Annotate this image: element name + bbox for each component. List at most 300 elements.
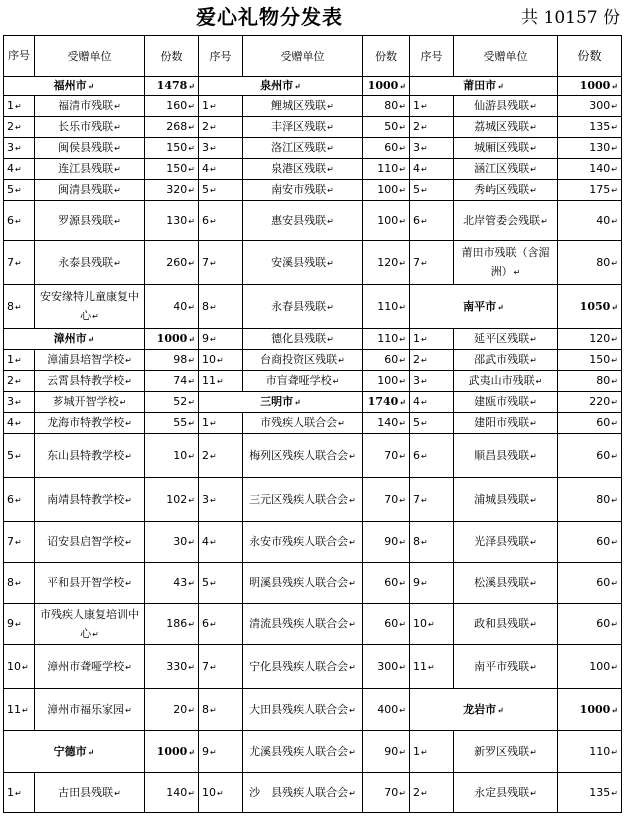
table-row [4, 478, 622, 522]
cell-text: 武夷山市残联 [468, 374, 535, 387]
paragraph-mark-icon: ↵ [421, 451, 428, 461]
paragraph-mark-icon: ↵ [611, 165, 618, 174]
cell-text: 110 [589, 744, 611, 758]
paragraph-mark-icon: ↵ [210, 662, 217, 672]
cell-text: 330 [166, 659, 188, 673]
paragraph-mark-icon: ↵ [421, 144, 428, 153]
paragraph-mark-icon: ↵ [421, 419, 428, 428]
table-row [4, 77, 622, 96]
row-index-cell [410, 522, 454, 563]
cell-text: 9 [7, 617, 14, 630]
cell-text: 建瓯市残联 [474, 395, 530, 408]
row-index-cell [199, 180, 243, 201]
cell-text: 100 [377, 183, 399, 196]
paragraph-mark-icon: ↵ [125, 579, 132, 588]
unit-name-cell [35, 241, 145, 285]
count-cell [363, 329, 410, 350]
row-index-cell [410, 645, 454, 689]
count-cell [145, 478, 199, 522]
cell-text: 40 [173, 299, 188, 313]
table-row [4, 201, 622, 241]
table-row [4, 371, 622, 392]
paragraph-mark-icon: ↵ [188, 662, 195, 672]
row-index-cell [4, 117, 35, 138]
row-index-cell [199, 563, 243, 604]
unit-name-cell [454, 522, 558, 563]
cell-text: 永泰县残联 [58, 255, 114, 269]
paragraph-mark-icon: ↵ [210, 165, 217, 174]
unit-name-cell [243, 117, 363, 138]
row-index-cell [199, 689, 243, 731]
cell-text: 300 [377, 659, 399, 673]
cell-text: 新罗区残联 [474, 744, 530, 758]
cell-text: 40 [596, 213, 611, 227]
cell-text: 300 [589, 99, 611, 112]
count-cell [145, 645, 199, 689]
paragraph-mark-icon: ↵ [188, 377, 195, 386]
cell-text: 320 [166, 183, 188, 196]
count-cell [145, 180, 199, 201]
paragraph-mark-icon: ↵ [294, 397, 301, 407]
cell-text: 宁德市 [53, 744, 87, 758]
cell-text: 5 [202, 183, 209, 196]
paragraph-mark-icon: ↵ [611, 356, 618, 365]
paragraph-mark-icon: ↵ [125, 662, 132, 672]
unit-name-cell [454, 773, 558, 813]
row-index-cell [410, 159, 454, 180]
city-name-cell [410, 285, 558, 329]
row-index-cell [4, 478, 35, 522]
cell-text: 55 [173, 416, 188, 429]
unit-name-cell [454, 117, 558, 138]
paragraph-mark-icon: ↵ [15, 186, 22, 195]
header-count-1: 份数 [145, 36, 199, 77]
paragraph-mark-icon: ↵ [399, 705, 406, 715]
unit-name-cell [35, 645, 145, 689]
cell-text: 1 [7, 99, 14, 112]
count-cell [363, 159, 410, 180]
city-total-cell [558, 689, 622, 731]
unit-name-cell [243, 645, 363, 689]
table-row [4, 645, 622, 689]
cell-text: 8 [202, 702, 209, 716]
cell-text: 1050 [579, 299, 611, 313]
paragraph-mark-icon: ↵ [349, 747, 356, 757]
cell-text: 7 [202, 659, 209, 673]
count-cell [145, 138, 199, 159]
paragraph-mark-icon: ↵ [611, 538, 618, 547]
paragraph-mark-icon: ↵ [611, 579, 618, 588]
table-row [4, 434, 622, 478]
unit-name-cell [454, 159, 558, 180]
cell-text: 268 [166, 120, 188, 133]
row-index-cell [410, 604, 454, 645]
city-total-cell [145, 329, 199, 350]
paragraph-mark-icon: ↵ [611, 451, 618, 461]
count-cell [363, 645, 410, 689]
paragraph-mark-icon: ↵ [611, 704, 618, 715]
cell-text: 德化县残联 [271, 332, 327, 345]
table-body [4, 36, 622, 813]
cell-text: 建阳市残联 [474, 416, 530, 429]
count-cell [363, 180, 410, 201]
unit-name-cell [35, 522, 145, 563]
count-cell [145, 413, 199, 434]
row-index-cell [4, 522, 35, 563]
cell-text: 1 [413, 99, 420, 112]
count-cell [145, 241, 199, 285]
total-count: 共 10157 份 [521, 8, 620, 28]
paragraph-mark-icon: ↵ [421, 495, 428, 505]
unit-name-cell [243, 563, 363, 604]
paragraph-mark-icon: ↵ [114, 788, 121, 798]
paragraph-mark-icon: ↵ [125, 356, 132, 365]
cell-text: 1 [202, 416, 209, 429]
paragraph-mark-icon: ↵ [349, 705, 356, 715]
header-index-3: 序号 [410, 36, 454, 77]
paragraph-mark-icon: ↵ [611, 123, 618, 132]
cell-text: 100 [589, 659, 611, 673]
row-index-cell [199, 645, 243, 689]
row-index-cell [410, 96, 454, 117]
cell-text: 160 [166, 99, 188, 112]
paragraph-mark-icon: ↵ [114, 258, 121, 268]
paragraph-mark-icon: ↵ [114, 186, 121, 195]
unit-name-cell [454, 731, 558, 773]
cell-text: 30 [173, 535, 188, 548]
row-index-cell [410, 329, 454, 350]
paragraph-mark-icon: ↵ [327, 144, 334, 153]
paragraph-mark-icon: ↵ [210, 186, 217, 195]
paragraph-mark-icon: ↵ [399, 620, 406, 629]
paragraph-mark-icon: ↵ [92, 312, 99, 321]
paragraph-mark-icon: ↵ [349, 538, 356, 547]
paragraph-mark-icon: ↵ [399, 123, 406, 132]
paragraph-mark-icon: ↵ [399, 302, 406, 312]
city-name-cell [199, 77, 363, 96]
row-index-cell [410, 773, 454, 813]
cell-text: 福清市残联 [58, 99, 114, 112]
row-index-cell [4, 392, 35, 413]
paragraph-mark-icon: ↵ [210, 302, 217, 312]
paragraph-mark-icon: ↵ [530, 620, 537, 629]
cell-text: 4 [413, 395, 420, 408]
cell-text: 宁化县残疾人联合会 [249, 659, 349, 673]
paragraph-mark-icon: ↵ [421, 579, 428, 588]
row-index-cell [199, 96, 243, 117]
cell-text: 长乐市残联 [58, 120, 114, 133]
paragraph-mark-icon: ↵ [327, 123, 334, 132]
paragraph-mark-icon: ↵ [530, 495, 537, 505]
cell-text: 70 [384, 785, 399, 799]
row-index-cell [4, 180, 35, 201]
row-index-cell [199, 731, 243, 773]
unit-name-cell [243, 350, 363, 371]
city-name-cell [410, 689, 558, 731]
city-total-cell [145, 731, 199, 773]
paragraph-mark-icon: ↵ [530, 165, 537, 174]
paragraph-mark-icon: ↵ [611, 216, 618, 226]
cell-text: 120 [377, 255, 399, 269]
unit-name-cell [454, 350, 558, 371]
unit-name-cell [454, 604, 558, 645]
unit-name-cell [243, 434, 363, 478]
cell-text: 175 [589, 183, 611, 196]
cell-text: 3 [7, 395, 14, 408]
unit-name-cell [35, 604, 145, 645]
cell-text: 梅列区残疾人联合会 [249, 448, 349, 462]
count-cell [363, 604, 410, 645]
city-name-cell [4, 329, 145, 350]
count-cell [363, 285, 410, 329]
unit-name-cell [35, 689, 145, 731]
count-cell [558, 645, 622, 689]
cell-text: 安安缘特儿童康复中心 [40, 290, 139, 322]
city-name-cell [410, 77, 558, 96]
cell-text: 1000 [579, 79, 611, 92]
unit-name-cell [243, 96, 363, 117]
paragraph-mark-icon: ↵ [497, 301, 504, 312]
paragraph-mark-icon: ↵ [188, 451, 195, 461]
count-cell [558, 563, 622, 604]
count-cell [145, 201, 199, 241]
count-cell [558, 731, 622, 773]
row-index-cell [410, 478, 454, 522]
unit-name-cell [243, 285, 363, 329]
city-total-cell [558, 285, 622, 329]
city-total-cell [363, 392, 410, 413]
unit-name-cell [243, 371, 363, 392]
unit-name-cell [243, 241, 363, 285]
paragraph-mark-icon: ↵ [210, 123, 217, 132]
paragraph-mark-icon: ↵ [332, 377, 340, 386]
paragraph-mark-icon: ↵ [327, 335, 334, 344]
cell-text: 北岸管委会残联 [463, 213, 541, 227]
count-cell [558, 180, 622, 201]
paragraph-mark-icon: ↵ [15, 398, 22, 407]
header-unit-3: 受赠单位 [454, 36, 558, 77]
cell-text: 3 [202, 141, 209, 154]
unit-name-cell [454, 180, 558, 201]
count-cell [558, 413, 622, 434]
cell-text: 102 [166, 492, 188, 506]
paragraph-mark-icon: ↵ [349, 495, 356, 505]
count-cell [145, 689, 199, 731]
unit-name-cell [35, 563, 145, 604]
count-cell [558, 138, 622, 159]
paragraph-mark-icon: ↵ [399, 419, 406, 428]
paragraph-mark-icon: ↵ [399, 495, 406, 505]
paragraph-mark-icon: ↵ [15, 579, 22, 588]
paragraph-mark-icon: ↵ [188, 258, 195, 268]
cell-text: 古田县残联 [58, 785, 114, 799]
cell-text: 闽侯县残联 [58, 141, 114, 154]
paragraph-mark-icon: ↵ [125, 538, 132, 547]
paragraph-mark-icon: ↵ [611, 186, 618, 195]
cell-text: 清流县残疾人联合会 [249, 617, 349, 630]
table-row [4, 350, 622, 371]
cell-text: 连江县残联 [58, 162, 114, 175]
paragraph-mark-icon: ↵ [210, 451, 217, 461]
unit-name-cell [35, 392, 145, 413]
paragraph-mark-icon: ↵ [611, 747, 618, 757]
cell-text: 10 [413, 617, 427, 630]
cell-text: 10 [173, 448, 188, 462]
table-row [4, 96, 622, 117]
count-cell [558, 434, 622, 478]
cell-text: 福州市 [53, 79, 87, 92]
header-unit-2: 受赠单位 [243, 36, 363, 77]
paragraph-mark-icon: ↵ [15, 419, 22, 428]
paragraph-mark-icon: ↵ [399, 165, 406, 174]
paragraph-mark-icon: ↵ [188, 579, 195, 588]
cell-text: 城厢区残联 [474, 141, 530, 154]
row-index-cell [199, 773, 243, 813]
paragraph-mark-icon: ↵ [15, 538, 22, 547]
cell-text: 135 [589, 785, 611, 799]
paragraph-mark-icon: ↵ [327, 165, 334, 174]
count-cell [145, 434, 199, 478]
unit-name-cell [35, 201, 145, 241]
paragraph-mark-icon: ↵ [611, 419, 618, 428]
paragraph-mark-icon: ↵ [22, 705, 29, 715]
count-cell [558, 773, 622, 813]
cell-text: 20 [173, 702, 188, 716]
paragraph-mark-icon: ↵ [15, 102, 22, 111]
cell-text: 60 [384, 617, 399, 630]
row-index-cell [199, 371, 243, 392]
cell-text: 洛江区残联 [271, 141, 327, 154]
paragraph-mark-icon: ↵ [541, 216, 548, 226]
cell-text: 漳州市 [53, 332, 87, 345]
cell-text: 90 [384, 535, 399, 548]
cell-text: 永春县残联 [271, 299, 327, 313]
unit-name-cell [243, 138, 363, 159]
cell-text: 100 [377, 213, 399, 227]
cell-text: 尤溪县残疾人联合会 [249, 744, 349, 758]
city-total-cell [363, 77, 410, 96]
paragraph-mark-icon: ↵ [327, 186, 334, 195]
paragraph-mark-icon: ↵ [114, 144, 121, 153]
cell-text: 70 [384, 448, 399, 462]
header-index-2: 序号 [199, 36, 243, 77]
row-index-cell [410, 241, 454, 285]
unit-name-cell [454, 329, 558, 350]
row-index-cell [4, 159, 35, 180]
cell-text: 2 [413, 785, 420, 799]
cell-text: 43 [173, 576, 188, 589]
table-row [4, 604, 622, 645]
count-cell [558, 371, 622, 392]
cell-text: 永定县残联 [474, 785, 530, 799]
cell-text: 10 [202, 785, 216, 799]
paragraph-mark-icon: ↵ [210, 102, 217, 111]
cell-text: 1000 [367, 79, 399, 92]
paragraph-mark-icon: ↵ [530, 102, 537, 111]
cell-text: 4 [202, 535, 209, 548]
cell-text: 1000 [579, 702, 611, 716]
paragraph-mark-icon: ↵ [210, 705, 217, 715]
cell-text: 1 [202, 99, 209, 112]
cell-text: 110 [377, 299, 399, 313]
paragraph-mark-icon: ↵ [210, 144, 217, 153]
cell-text: 9 [413, 576, 420, 589]
unit-name-cell [243, 689, 363, 731]
cell-text: 5 [202, 576, 209, 589]
count-cell [363, 117, 410, 138]
cell-text: 60 [596, 617, 611, 630]
unit-name-cell [35, 773, 145, 813]
row-index-cell [4, 285, 35, 329]
unit-name-cell [35, 285, 145, 329]
count-cell [145, 159, 199, 180]
paragraph-mark-icon: ↵ [421, 102, 428, 111]
paragraph-mark-icon: ↵ [338, 419, 345, 428]
row-index-cell [199, 522, 243, 563]
cell-text: 台商投资区残联 [260, 353, 338, 366]
count-cell [363, 689, 410, 731]
cell-text: 60 [596, 448, 611, 462]
cell-text: 1000 [156, 332, 188, 345]
paragraph-mark-icon: ↵ [611, 335, 618, 344]
cell-text: 6 [413, 448, 420, 462]
unit-name-cell [243, 180, 363, 201]
count-cell [145, 563, 199, 604]
paragraph-mark-icon: ↵ [530, 419, 537, 428]
cell-text: 140 [166, 785, 188, 799]
paragraph-mark-icon: ↵ [530, 356, 537, 365]
count-cell [558, 604, 622, 645]
row-index-cell [4, 371, 35, 392]
paragraph-mark-icon: ↵ [114, 102, 121, 111]
cell-text: 诏安县启智学校 [47, 535, 125, 548]
paragraph-mark-icon: ↵ [611, 144, 618, 153]
paragraph-mark-icon: ↵ [188, 746, 195, 757]
paragraph-mark-icon: ↵ [530, 123, 537, 132]
cell-text: 140 [377, 416, 399, 429]
row-index-cell [410, 138, 454, 159]
cell-text: 220 [589, 395, 611, 408]
unit-name-cell [454, 563, 558, 604]
row-index-cell [410, 392, 454, 413]
cell-text: 6 [413, 213, 420, 227]
paragraph-mark-icon: ↵ [15, 144, 22, 153]
paragraph-mark-icon: ↵ [22, 662, 29, 672]
unit-name-cell [35, 96, 145, 117]
row-index-cell [4, 604, 35, 645]
paragraph-mark-icon: ↵ [188, 302, 195, 312]
paragraph-mark-icon: ↵ [327, 216, 334, 226]
paragraph-mark-icon: ↵ [210, 538, 217, 547]
count-cell [558, 241, 622, 285]
cell-text: 永安市残疾人联合会 [249, 535, 349, 548]
cell-text: 仙游县残联 [474, 99, 530, 112]
cell-text: 2 [202, 448, 209, 462]
cell-text: 100 [377, 374, 399, 387]
cell-text: 2 [413, 353, 420, 366]
paragraph-mark-icon: ↵ [421, 216, 428, 226]
count-cell [145, 350, 199, 371]
paragraph-mark-icon: ↵ [611, 102, 618, 111]
count-cell [558, 117, 622, 138]
paragraph-mark-icon: ↵ [327, 302, 334, 312]
cell-text: 74 [173, 374, 188, 387]
cell-text: 3 [413, 141, 420, 154]
cell-text: 南安市残联 [271, 183, 327, 196]
paragraph-mark-icon: ↵ [399, 662, 406, 672]
count-cell [558, 159, 622, 180]
cell-text: 2 [7, 120, 14, 133]
